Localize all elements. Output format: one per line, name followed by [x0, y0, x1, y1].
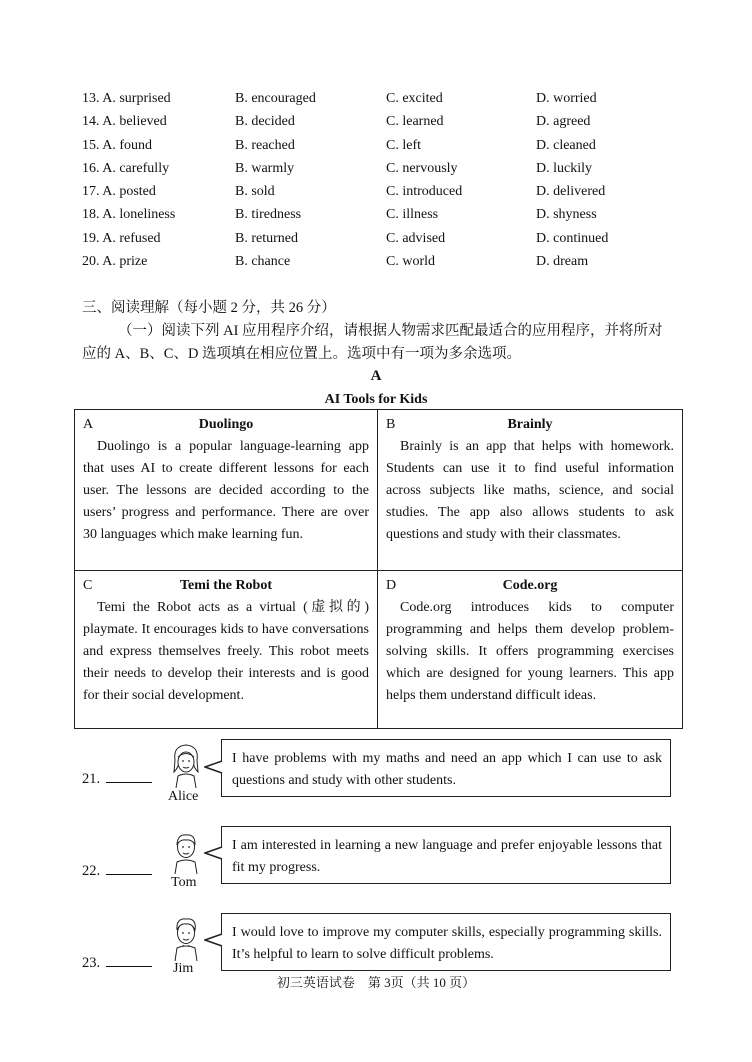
- option-17-b: B. sold: [235, 184, 275, 200]
- answer-options: [82, 87, 682, 273]
- app-name: Temi the Robot: [179, 578, 273, 593]
- option-16-a: 16. A. carefully: [82, 160, 170, 176]
- option-15-a: 15. A. found: [82, 137, 152, 153]
- option-13-b: B. encouraged: [235, 91, 316, 106]
- app-description: Duolingo is a popular language-learning app that uses AI to create different lessons for each user. The lessons are decided according to the users’ progress and performance. There are over 30 languages which make learning fun.: [83, 439, 369, 542]
- app-cell-d: [378, 571, 682, 728]
- speech-bubble: I have problems with my maths and need an app which I can use to ask questions and study with other students.: [221, 739, 671, 797]
- passage-letter: A: [370, 368, 382, 384]
- app-name: Duolingo: [198, 417, 254, 432]
- option-20-b: B. chance: [235, 254, 291, 270]
- option-20-d: D. dream: [536, 254, 589, 270]
- option-20-c: C. world: [386, 254, 435, 270]
- app-description: Code.org introduces kids to computer programming and helps them develop problem-solving skills. It offers programming exercises which are designed for young learners. This app helps them understand difficult ideas.: [386, 600, 674, 703]
- option-14-a: 14. A. believed: [82, 114, 167, 130]
- answer-blank[interactable]: [106, 954, 152, 967]
- option-row-15: [82, 134, 682, 157]
- page-footer: 初三英语试卷 第 3页（共 10 页）: [276, 975, 476, 990]
- section-title: 三、阅读理解（每小题 2 分，共 26 分）: [82, 300, 336, 316]
- person-name: Alice: [168, 789, 199, 804]
- option-13-a: 13. A. surprised: [82, 91, 171, 106]
- option-13-c: C. excited: [386, 91, 443, 106]
- option-20-a: 20. A. prize: [82, 254, 148, 270]
- question-number: 21.: [82, 771, 101, 787]
- app-cell-a: [75, 410, 378, 571]
- speech-bubble: I would love to improve my computer skills, especially programming skills. It’s helpful to learn to solve difficult problems.: [221, 913, 671, 971]
- person-name: Tom: [171, 875, 197, 890]
- app-letter: D: [386, 578, 397, 593]
- app-description: Brainly is an app that helps with homework. Students can use it to find useful information across subjects like maths, science, and social studies. The app also allows students to ask questions and study with their classmates.: [386, 439, 674, 542]
- question-number: 22.: [82, 863, 101, 879]
- option-13-d: D. worried: [536, 91, 597, 106]
- app-letter: B: [386, 417, 396, 432]
- option-row-19: [82, 227, 682, 250]
- answer-blank[interactable]: [106, 770, 152, 783]
- app-description: Temi the Robot acts as a virtual (虚拟的) playmate. It encourages kids to have conversations and express themselves freely. This robot meets their needs to develop their interests and is good for their social development.: [83, 600, 369, 703]
- option-19-d: D. continued: [536, 230, 609, 246]
- question-23: [82, 954, 152, 972]
- option-row-20: [82, 250, 682, 273]
- option-19-b: B. returned: [235, 230, 298, 246]
- app-cell-c: [75, 571, 378, 728]
- option-17-a: 17. A. posted: [82, 184, 156, 200]
- apps-table: [74, 409, 683, 729]
- question-22: [82, 862, 152, 880]
- option-17-d: D. delivered: [536, 184, 606, 200]
- option-16-c: C. nervously: [386, 160, 458, 176]
- app-name: Brainly: [507, 417, 553, 432]
- option-18-c: C. illness: [386, 207, 439, 223]
- option-16-b: B. warmly: [235, 160, 295, 176]
- question-21: [82, 770, 152, 788]
- option-16-d: D. luckily: [536, 160, 592, 176]
- answer-blank[interactable]: [106, 862, 152, 875]
- option-19-a: 19. A. refused: [82, 230, 161, 246]
- option-row-16: [82, 157, 682, 180]
- option-row-13: [82, 87, 682, 110]
- option-14-c: C. learned: [386, 114, 444, 130]
- option-row-18: [82, 203, 682, 226]
- option-18-b: B. tiredness: [235, 207, 302, 223]
- app-name: Code.org: [502, 578, 558, 593]
- option-15-c: C. left: [386, 137, 421, 153]
- option-17-c: C. introduced: [386, 184, 463, 200]
- option-14-b: B. decided: [235, 114, 295, 130]
- boy-avatar-icon: [166, 915, 206, 961]
- speech-bubble: I am interested in learning a new language and prefer enjoyable lessons that fit my progress.: [221, 826, 671, 884]
- app-letter: C: [83, 578, 93, 593]
- person-name: Jim: [173, 961, 194, 976]
- option-18-d: D. shyness: [536, 207, 597, 223]
- instructions: （一）阅读下列 AI 应用程序介绍，请根据人物需求匹配最适合的应用程序，并将所对应的 A、B、C、D 选项填在相应位置上。选项中有一项为多余选项。: [82, 323, 663, 362]
- option-row-14: [82, 110, 682, 133]
- boy-avatar-icon: [166, 830, 206, 874]
- app-cell-b: [378, 410, 682, 571]
- option-15-b: B. reached: [235, 137, 295, 153]
- table-title: AI Tools for Kids: [324, 392, 428, 407]
- question-number: 23.: [82, 955, 101, 971]
- option-15-d: D. cleaned: [536, 137, 596, 153]
- app-letter: A: [83, 417, 94, 432]
- bubble-tail-icon: [204, 846, 223, 860]
- bubble-tail-icon: [204, 760, 223, 774]
- option-14-d: D. agreed: [536, 114, 591, 130]
- option-row-17: [82, 180, 682, 203]
- girl-avatar-icon: [166, 742, 206, 788]
- option-19-c: C. advised: [386, 230, 446, 246]
- bubble-tail-icon: [204, 933, 223, 947]
- option-18-a: 18. A. loneliness: [82, 207, 176, 223]
